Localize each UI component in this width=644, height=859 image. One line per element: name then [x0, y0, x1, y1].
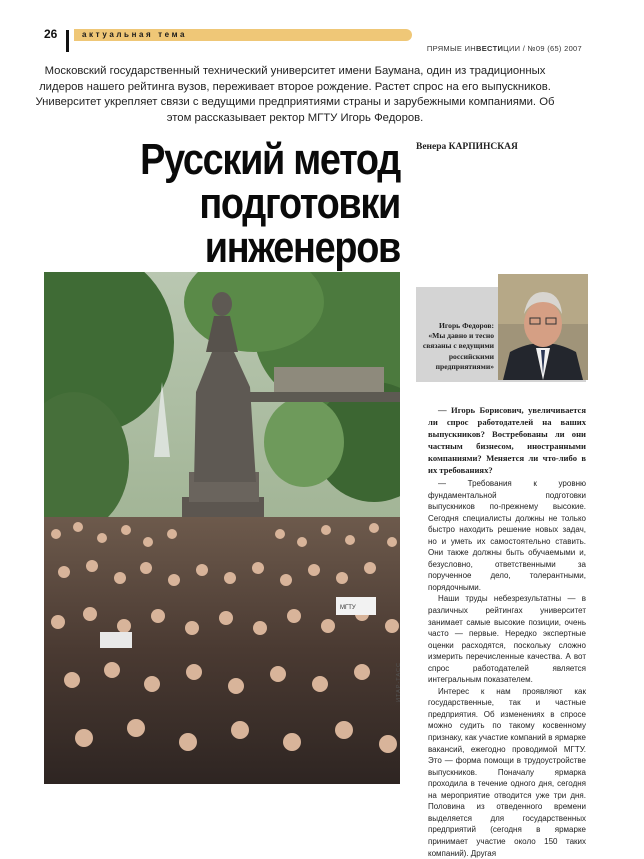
article-title — [137, 135, 400, 272]
interview-question: — Игорь Борисович, увеличивается ли спрос работодателей на ваших выпускников? Востребованы ли они частным бизнесом, иностранными компаниями? Меняется ли что-либо в их требованиях? — [428, 405, 586, 475]
photo-credit: ИТАР-ТАСС — [396, 662, 402, 702]
rector-portrait-photo — [498, 274, 588, 380]
lead-paragraph: Московский государственный технический университет имени Баумана, один из традиционных лидеров нашего рейтинга вузов, переживает второе рождение. Растет спрос на его выпускников. Университет укрепляет связи с ведущими предприятиями страны и зарубежными компаниями. Об этом рассказывает ректор МГТУ Игорь Федоров. — [35, 65, 555, 124]
bauman-monument-crowd-photo — [44, 272, 400, 784]
article-body — [428, 404, 586, 859]
section-label: актуальная тема — [82, 30, 188, 39]
title-line-1: Русский метод — [140, 135, 400, 184]
caption-quote: «Мы давно и тесно связаны с ведущими российскими предприятиями» — [422, 331, 494, 371]
caption-name: Игорь Федоров: — [439, 321, 494, 330]
title-line-3: инженеров — [204, 223, 400, 272]
title-line-2: подготовки — [199, 179, 400, 228]
answer-paragraph-2: Наши труды небезрезультатны — в различных рейтингах университет занимает самые высокие позиции, очень часто — первые. Нередко экспертные оценки расходятся, поскольку сложно измерить перечисленные качества. А вот спрос работодателей является интегральным показателем. — [428, 594, 586, 685]
author-byline: Венера КАРПИНСКАЯ — [416, 142, 518, 152]
crowd-sign-text: МГТУ — [340, 605, 356, 611]
page-number: 26 — [44, 27, 58, 41]
journal-issue: ПРЯМЫЕ ИНВЕСТИЦИИ / №09 (65) 2007 — [426, 44, 582, 53]
answer-paragraph-3: Интерес к нам проявляют как государственные, так и частные предприятия. Об изменениях в спросе можно судить по такому косвенному признаку, как участие компаний в ярмарке вакансий, ежегодно проводимой МГТУ. Это — форма помощи в трудоустройстве выпускников. Поначалу ярмарка проходила в течение одного дня, сегодня на мероприятие отводится уже три дня. Половина из отведенного времени выделяется для государственных предприятий (сегодня в ярмарке принимает участие около 150 таких компаний). Другая — [428, 686, 586, 858]
answer-paragraph-1: — Требования к уровню фундаментальной подготовки выпускников по-прежнему высокие. Сегодня специалисты должны не только быстро находить решение новых задач, но и уметь их самостоятельно ставить. Они также должны быть обучаемыми и, безусловно, ответственными за порученное дело, толерантными, порядочными. — [428, 479, 586, 592]
portrait-caption — [418, 321, 494, 372]
header-divider — [66, 30, 69, 52]
